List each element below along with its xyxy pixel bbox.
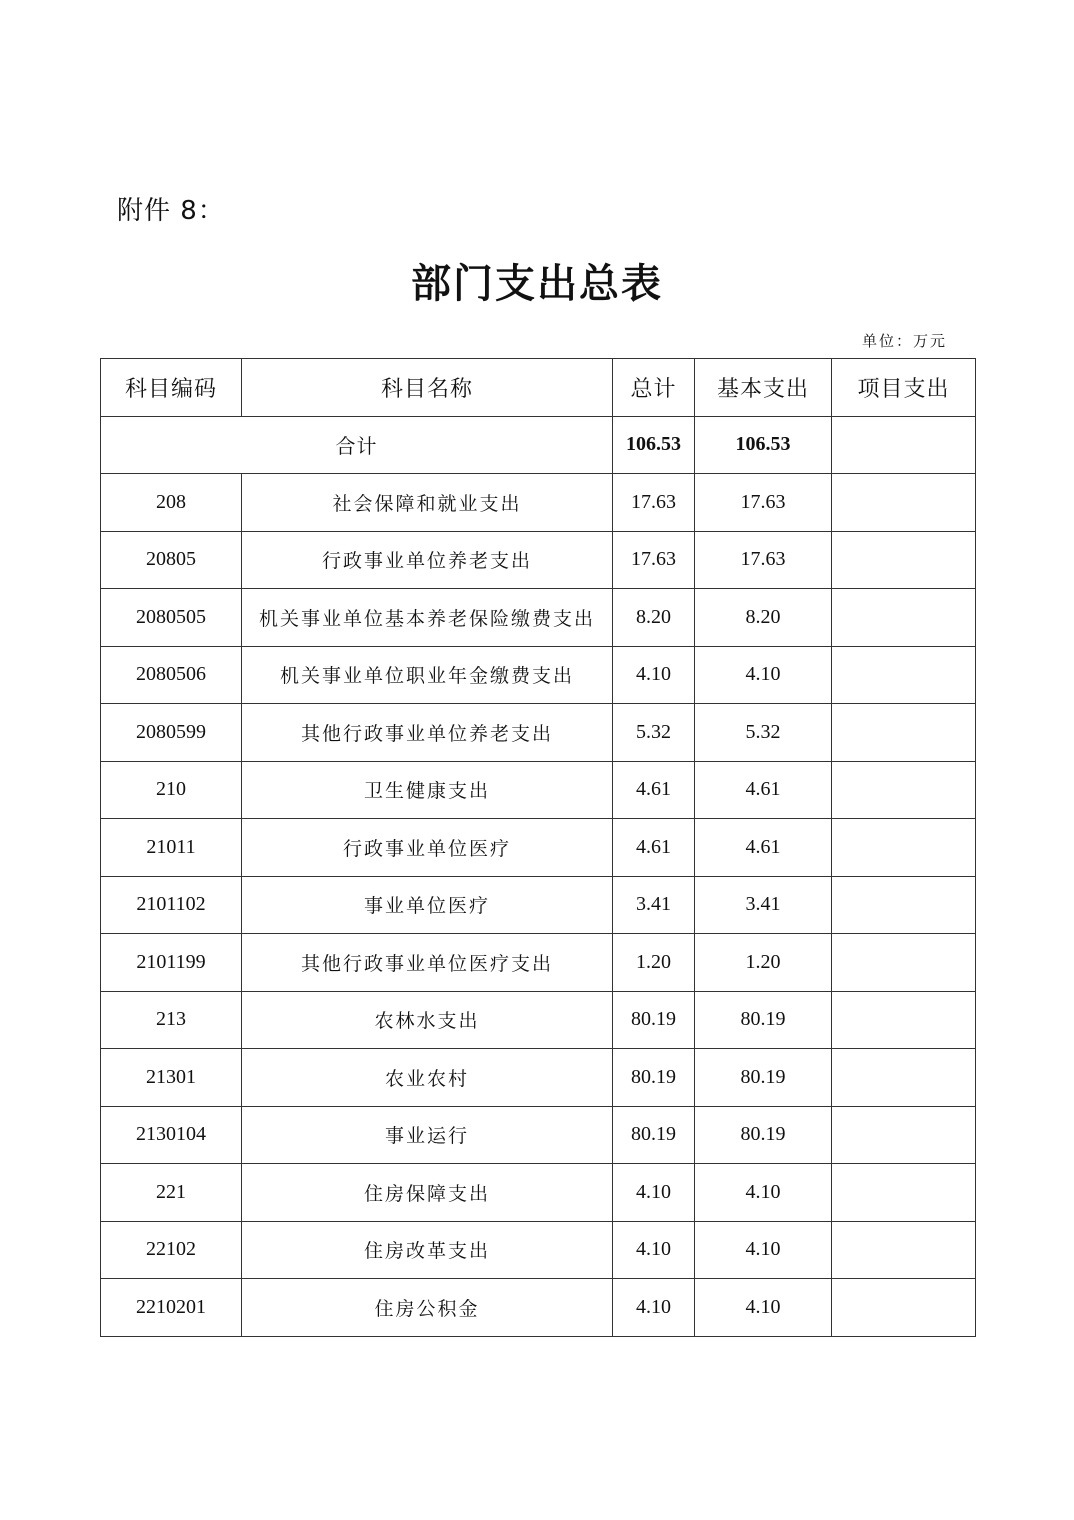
cell-basic: 4.10 [695,1164,832,1222]
cell-project [832,474,976,532]
table-row [101,589,976,647]
header-total: 总计 [613,359,695,417]
cell-name: 农业农村 [242,1049,613,1107]
cell-total: 3.41 [613,876,695,934]
cell-total: 8.20 [613,589,695,647]
cell-basic: 1.20 [695,934,832,992]
summary-total: 106.53 [613,416,695,474]
cell-name: 事业运行 [242,1106,613,1164]
table-row [101,531,976,589]
table-row [101,934,976,992]
cell-project [832,531,976,589]
cell-basic: 80.19 [695,1106,832,1164]
cell-code: 210 [101,761,242,819]
cell-name: 机关事业单位职业年金缴费支出 [242,646,613,704]
unit-label: 单位：万元 [861,332,947,350]
cell-code: 2080599 [101,704,242,762]
cell-code: 208 [101,474,242,532]
table-header-row [101,359,976,417]
cell-basic: 4.61 [695,819,832,877]
table-row [101,1279,976,1337]
table-row [101,646,976,704]
summary-label: 合计 [101,416,613,474]
table-row [101,761,976,819]
cell-name: 机关事业单位基本养老保险缴费支出 [242,589,613,647]
cell-total: 4.61 [613,761,695,819]
cell-code: 21301 [101,1049,242,1107]
cell-total: 1.20 [613,934,695,992]
cell-project [832,991,976,1049]
cell-total: 17.63 [613,531,695,589]
cell-name: 社会保障和就业支出 [242,474,613,532]
cell-code: 2080505 [101,589,242,647]
cell-project [832,1221,976,1279]
table-row [101,876,976,934]
cell-code: 2101102 [101,876,242,934]
cell-project [832,1106,976,1164]
cell-name: 行政事业单位养老支出 [242,531,613,589]
cell-code: 20805 [101,531,242,589]
cell-code: 2210201 [101,1279,242,1337]
cell-name: 行政事业单位医疗 [242,819,613,877]
cell-basic: 17.63 [695,531,832,589]
cell-total: 4.61 [613,819,695,877]
table-row [101,474,976,532]
cell-basic: 17.63 [695,474,832,532]
cell-name: 卫生健康支出 [242,761,613,819]
table-row [101,1106,976,1164]
header-project: 项目支出 [832,359,976,417]
cell-project [832,819,976,877]
table-row [101,991,976,1049]
cell-total: 5.32 [613,704,695,762]
cell-total: 80.19 [613,991,695,1049]
cell-project [832,704,976,762]
cell-project [832,761,976,819]
cell-project [832,589,976,647]
cell-code: 221 [101,1164,242,1222]
cell-total: 17.63 [613,474,695,532]
expenditure-table [100,358,976,1337]
cell-name: 其他行政事业单位医疗支出 [242,934,613,992]
cell-name: 事业单位医疗 [242,876,613,934]
cell-project [832,934,976,992]
table-row [101,704,976,762]
cell-name: 住房改革支出 [242,1221,613,1279]
table-row [101,819,976,877]
cell-total: 80.19 [613,1049,695,1107]
table-row [101,1049,976,1107]
cell-total: 4.10 [613,1221,695,1279]
cell-name: 其他行政事业单位养老支出 [242,704,613,762]
header-name: 科目名称 [242,359,613,417]
page-title: 部门支出总表 [411,260,663,307]
cell-basic: 5.32 [695,704,832,762]
cell-code: 2130104 [101,1106,242,1164]
cell-basic: 3.41 [695,876,832,934]
cell-project [832,1164,976,1222]
cell-total: 4.10 [613,646,695,704]
attachment-label: 附件 8： [117,196,225,226]
cell-basic: 80.19 [695,991,832,1049]
cell-code: 2080506 [101,646,242,704]
cell-code: 22102 [101,1221,242,1279]
cell-project [832,1049,976,1107]
cell-project [832,646,976,704]
cell-total: 4.10 [613,1164,695,1222]
cell-project [832,876,976,934]
cell-basic: 4.61 [695,761,832,819]
cell-project [832,1279,976,1337]
cell-basic: 80.19 [695,1049,832,1107]
cell-basic: 4.10 [695,1279,832,1337]
table-row [101,1164,976,1222]
summary-basic: 106.53 [695,416,832,474]
cell-name: 农林水支出 [242,991,613,1049]
cell-name: 住房公积金 [242,1279,613,1337]
summary-project [832,416,976,474]
cell-basic: 4.10 [695,1221,832,1279]
cell-code: 21011 [101,819,242,877]
header-code: 科目编码 [101,359,242,417]
cell-code: 2101199 [101,934,242,992]
cell-basic: 8.20 [695,589,832,647]
cell-code: 213 [101,991,242,1049]
cell-total: 80.19 [613,1106,695,1164]
header-basic: 基本支出 [695,359,832,417]
cell-basic: 4.10 [695,646,832,704]
cell-name: 住房保障支出 [242,1164,613,1222]
table-row [101,1221,976,1279]
cell-total: 4.10 [613,1279,695,1337]
summary-row [101,416,976,474]
